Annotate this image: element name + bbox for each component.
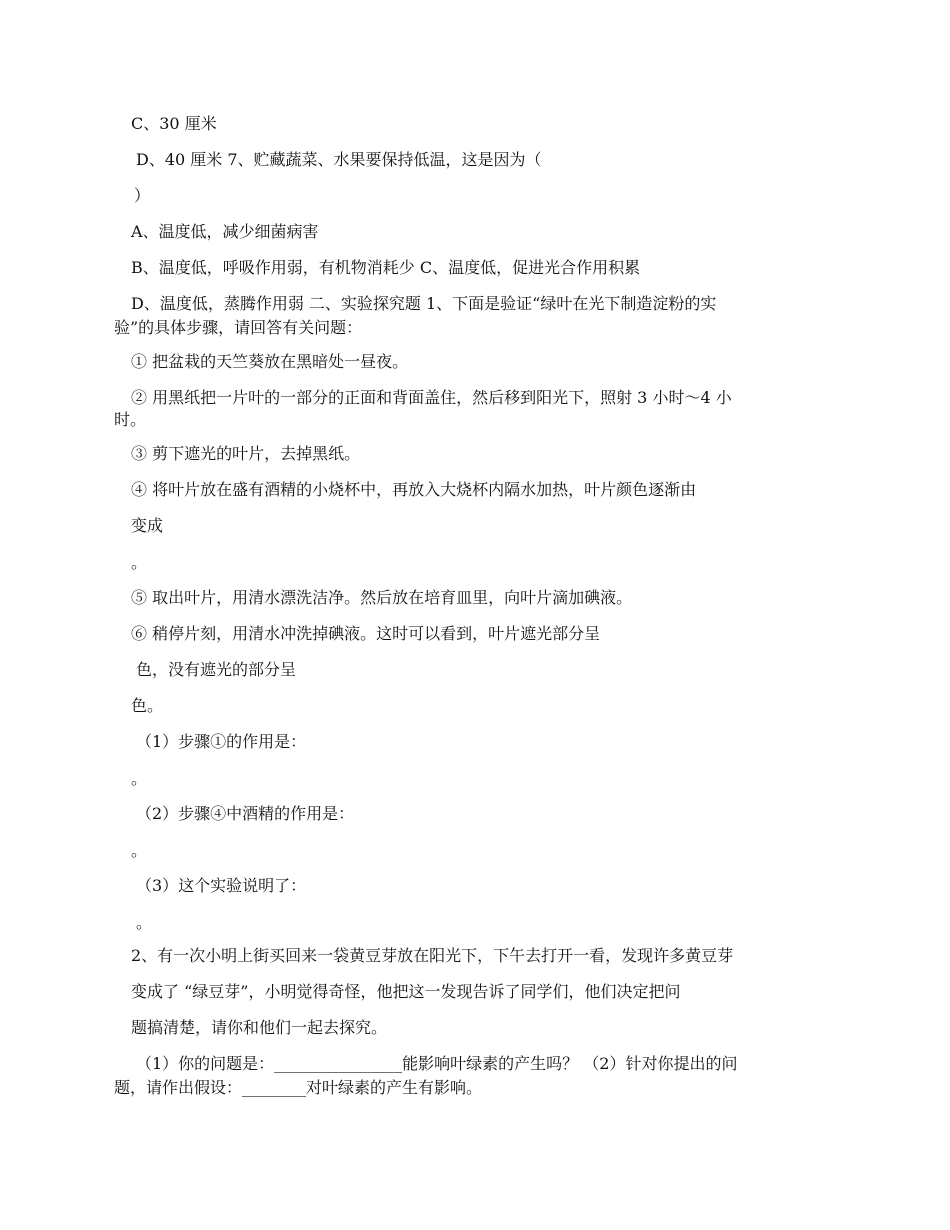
- question-2-sub-2: 题，请作出假设：________对叶绿素的产生有影响。: [114, 1078, 483, 1097]
- step-6-cont-1: 色，没有遮光的部分呈: [136, 660, 297, 679]
- step-1: ① 把盆栽的天竺葵放在黑暗处一昼夜。: [131, 352, 409, 371]
- sub-question-2: （2）步骤④中酒精的作用是：: [136, 804, 355, 823]
- step-6: ⑥ 稍停片刻，用清水冲洗掉碘液。这时可以看到，叶片遮光部分呈: [131, 624, 601, 643]
- question-2-line-3: 题搞清楚，请你和他们一起去探究。: [131, 1018, 388, 1037]
- question-7-paren-close: ）: [134, 186, 151, 205]
- question-2-line-1: 2、有一次小明上街买回来一袋黄豆芽放在阳光下，下午去打开一看，发现许多黄豆芽: [131, 946, 734, 965]
- question-2-line-2: 变成了 “绿豆芽”，小明觉得奇怪，他把这一发现告诉了同学们，他们决定把问: [131, 982, 681, 1001]
- option-c-30cm: C、30 厘米: [131, 114, 217, 133]
- q7-option-a: A、温度低，减少细菌病害: [131, 222, 319, 241]
- section-2-intro-cont: 验”的具体步骤，请回答有关问题：: [114, 318, 363, 337]
- option-d-and-question-7: D、40 厘米 7、贮藏蔬菜、水果要保持低温，这是因为（: [136, 150, 542, 169]
- step-4-period: 。: [131, 553, 148, 572]
- sub-question-1: （1）步骤①的作用是：: [136, 732, 307, 751]
- sub-question-3: （3）这个实验说明了：: [136, 876, 307, 895]
- step-6-cont-2: 色。: [131, 696, 164, 715]
- sub-question-2-period: 。: [131, 841, 148, 860]
- sub-question-1-period: 。: [131, 769, 148, 788]
- step-4-blank-change: 变成: [131, 516, 164, 535]
- step-3: ③ 剪下遮光的叶片，去掉黑纸。: [131, 444, 361, 463]
- question-2-sub-1: （1）你的问题是：________________能影响叶绿素的产生吗？ （2）针对你提出的问: [136, 1054, 738, 1073]
- step-2-cont: 时。: [114, 410, 147, 429]
- step-5: ⑤ 取出叶片，用清水漂洗洁净。然后放在培育皿里，向叶片滴加碘液。: [131, 588, 633, 607]
- q7-option-b-c: B、温度低，呼吸作用弱，有机物消耗少 C、温度低，促进光合作用积累: [131, 258, 641, 277]
- sub-question-3-period: 。: [136, 913, 153, 932]
- q7-option-d-section-2: D、温度低，蒸腾作用弱 二、实验探究题 1、下面是验证“绿叶在光下制造淀粉的实: [131, 294, 717, 313]
- step-4: ④ 将叶片放在盛有酒精的小烧杯中，再放入大烧杯内隔水加热，叶片颜色逐渐由: [131, 480, 697, 499]
- step-2: ② 用黑纸把一片叶的一部分的正面和背面盖住，然后移到阳光下，照射 3 小时～4 小: [131, 388, 732, 407]
